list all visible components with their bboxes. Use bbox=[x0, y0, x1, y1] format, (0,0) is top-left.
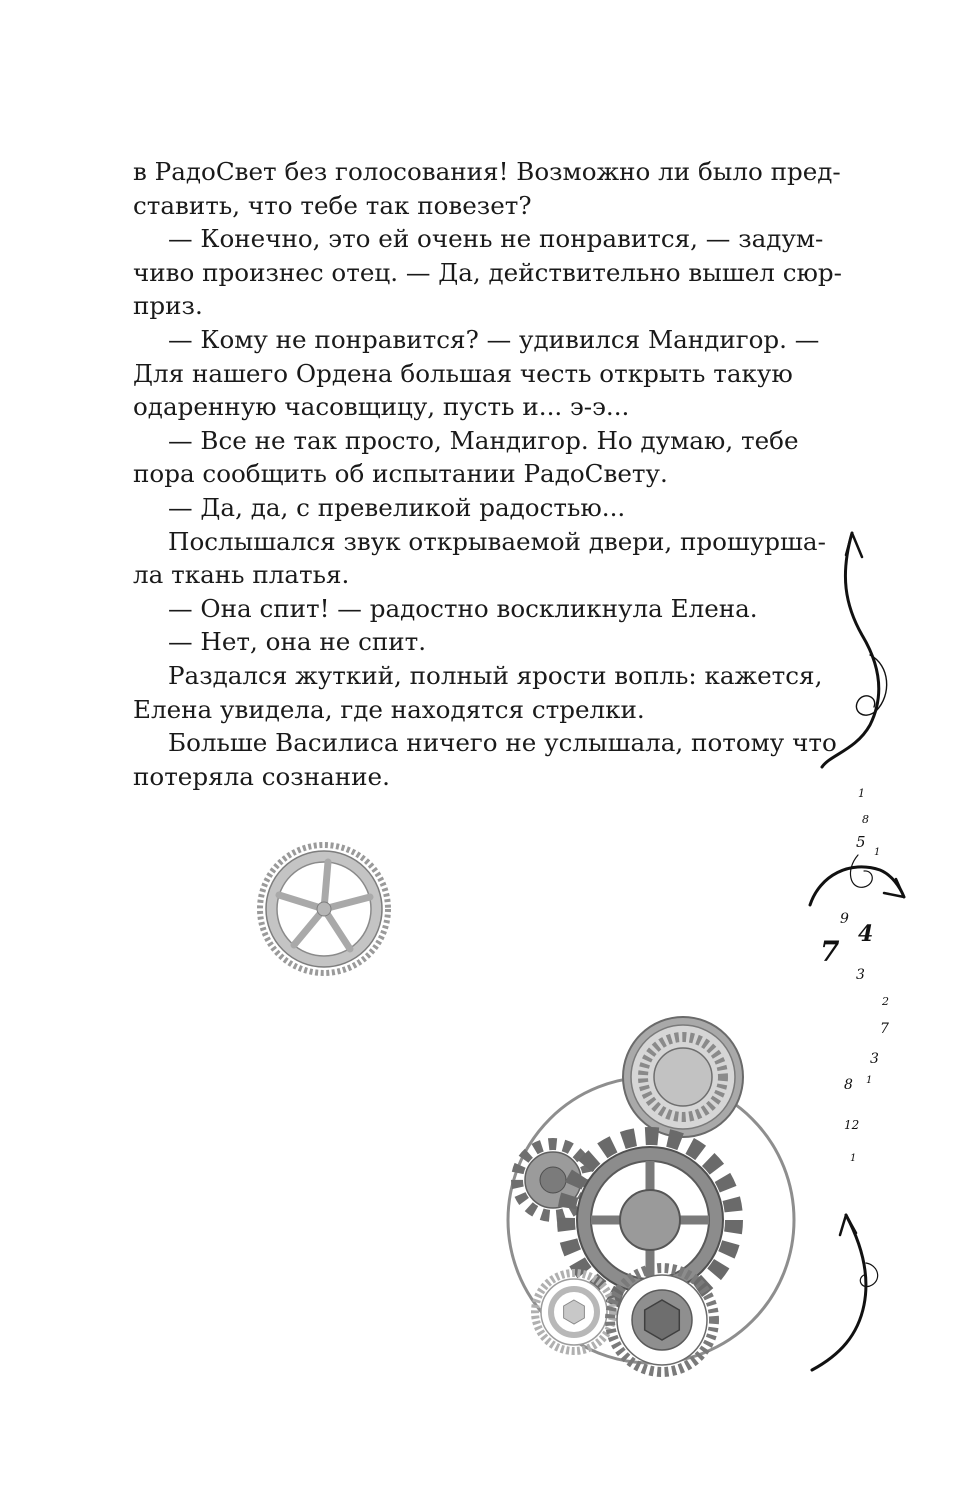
ornament-digit: 1 bbox=[874, 847, 881, 858]
text-line: — Нет, она не спит. bbox=[168, 627, 427, 657]
text-line: одаренную часовщицу, пусть и... э-э... bbox=[133, 392, 630, 422]
text-line: Послышался звук открываемой двери, прошурша- bbox=[168, 526, 826, 556]
ornament-digit: 2 bbox=[882, 995, 889, 1008]
ornament-digit: 5 bbox=[856, 833, 866, 851]
text-line: ла ткань платья. bbox=[133, 560, 350, 590]
text-line: — Конечно, это ей очень не понравится, — задум- bbox=[168, 224, 824, 254]
text-line: приз. bbox=[133, 291, 203, 321]
ornament-digit: 3 bbox=[870, 1051, 879, 1067]
text-line: Елена увидела, где находятся стрелки. bbox=[133, 694, 645, 724]
ornament-digit: 7 bbox=[820, 935, 840, 968]
ornament-digit: 3 bbox=[856, 967, 865, 983]
text-line: Больше Василиса ничего не услышала, потому что bbox=[168, 728, 837, 758]
text-line: потеряла сознание. bbox=[133, 761, 390, 791]
text-line: пора сообщить об испытании РадоСвету. bbox=[133, 459, 668, 489]
small-gear-icon bbox=[250, 840, 398, 978]
text-line: ставить, что тебе так повезет? bbox=[133, 190, 532, 220]
text-line: Раздался жуткий, полный ярости вопль: кажется, bbox=[168, 660, 823, 690]
text-line: чиво произнес отец. — Да, действительно вышел сюр- bbox=[133, 257, 842, 287]
text-line: Для нашего Ордена большая честь открыть такую bbox=[133, 358, 793, 388]
body-text bbox=[133, 155, 842, 793]
hex-gear-icon bbox=[610, 1268, 714, 1372]
ornament-digit: 4 bbox=[858, 921, 874, 947]
ornament-digit: 8 bbox=[862, 813, 869, 826]
ornament-digit: 1 bbox=[850, 1153, 857, 1164]
ornament-digit: 9 bbox=[840, 911, 849, 927]
ornament-digit: 1 bbox=[866, 1075, 873, 1086]
clock-hands-ornament-icon bbox=[800, 515, 920, 1385]
ornament-digit: 8 bbox=[844, 1077, 853, 1093]
text-line: в РадоСвет без голосования! Возможно ли было пред- bbox=[133, 157, 841, 186]
text-line: — Она спит! — радостно воскликнула Елена. bbox=[168, 593, 758, 623]
ornament-digit: 12 bbox=[844, 1118, 860, 1132]
gear-cluster-icon bbox=[510, 1015, 810, 1375]
ornament-digit: 1 bbox=[858, 787, 865, 800]
ornament-digit: 7 bbox=[880, 1021, 889, 1037]
text-line: — Кому не понравится? — удивился Мандигор. — bbox=[168, 324, 820, 354]
text-line: — Да, да, с превеликой радостью... bbox=[168, 492, 626, 522]
text-line: — Все не так просто, Мандигор. Но думаю, тебе bbox=[168, 425, 799, 455]
sun-gear-icon bbox=[623, 1017, 743, 1137]
